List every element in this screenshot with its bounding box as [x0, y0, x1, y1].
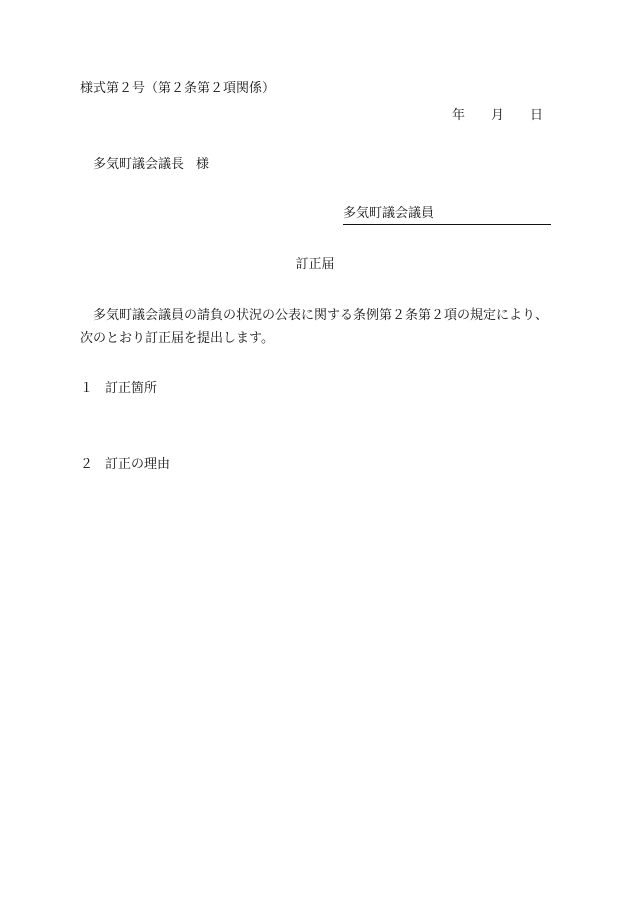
item-number: ２ [80, 457, 94, 472]
year-label: 年 [452, 108, 466, 123]
recipient-name: 多気町議会議長 [93, 157, 185, 172]
day-label: 日 [530, 108, 544, 123]
form-number: 様式第２号（第２条第２項関係） [80, 81, 276, 96]
submitter-label: 多気町議会議員 [343, 206, 435, 221]
body-paragraph: 多気町議会議員の請負の状況の公表に関する条例第２条第２項の規定により、次のとおり訂正届を提出します。 [80, 308, 549, 346]
document-title: 訂正届 [295, 257, 335, 272]
item-number: １ [80, 381, 94, 396]
date-line [452, 107, 543, 125]
item-label: 訂正箇所 [105, 381, 158, 396]
submitter-line [343, 205, 551, 225]
recipient-honorific: 様 [196, 157, 210, 172]
item-correction-location [80, 380, 157, 398]
month-label: 月 [491, 108, 505, 123]
item-correction-reason [80, 456, 170, 474]
item-label: 訂正の理由 [105, 457, 171, 472]
recipient-line [93, 156, 209, 174]
